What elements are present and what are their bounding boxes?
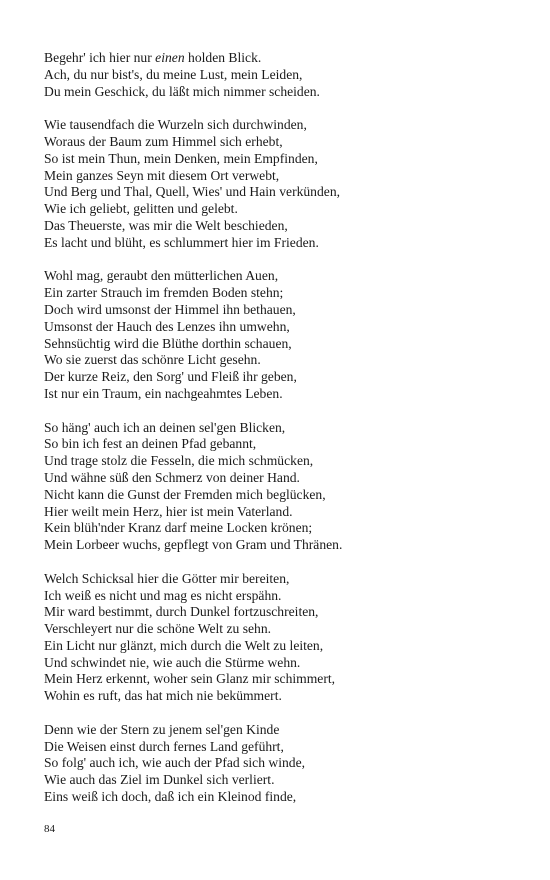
- page-number: 84: [44, 823, 55, 835]
- stanza: [44, 420, 524, 554]
- verse-line: Hier weilt mein Herz, hier ist mein Vaterland.: [44, 503, 293, 519]
- verse-line: Und schwindet nie, wie auch die Stürme wehn.: [44, 654, 301, 670]
- stanza: [44, 50, 524, 100]
- verse-line: Ach, du nur bist's, du meine Lust, mein Leiden,: [44, 66, 303, 82]
- verse-line: Der kurze Reiz, den Sorg' und Fleiß ihr geben,: [44, 369, 297, 385]
- verse-line: Ich weiß es nicht und mag es nicht erspähn.: [44, 587, 282, 603]
- verse-line: Und Berg und Thal, Quell, Wies' und Hain verkünden,: [44, 184, 341, 200]
- verse-line: Woraus der Baum zum Himmel sich erhebt,: [44, 133, 283, 149]
- verse-line: Ein Licht nur glänzt, mich durch die Welt zu leiten,: [44, 637, 324, 653]
- verse-line: Wo sie zuerst das schönre Licht gesehn.: [44, 352, 261, 368]
- verse-line: So bin ich fest an deinen Pfad gebannt,: [44, 436, 257, 452]
- verse-line: So häng' auch ich an deinen sel'gen Blicken,: [44, 419, 286, 435]
- verse-line: Mir ward bestimmt, durch Dunkel fortzuschreiten,: [44, 604, 319, 620]
- stanza: [44, 722, 524, 806]
- verse-line: Mein ganzes Seyn mit diesem Ort verwebt,: [44, 167, 280, 183]
- verse-text: holden Blick.: [184, 50, 262, 65]
- verse-line: Wohl mag, geraubt den mütterlichen Auen,: [44, 268, 279, 284]
- verse-text: Begehr' ich hier nur: [44, 50, 156, 65]
- verse-line: Du mein Geschick, du läßt mich nimmer scheiden.: [44, 83, 320, 99]
- verse-line: Mein Lorbeer wuchs, gepflegt von Gram und Thränen.: [44, 537, 343, 553]
- verse-line: Denn wie der Stern zu jenem sel'gen Kinde: [44, 721, 280, 737]
- verse-line: Wie tausendfach die Wurzeln sich durchwinden,: [44, 117, 307, 133]
- verse-line: Umsonst der Hauch des Lenzes ihn umwehn,: [44, 318, 290, 334]
- verse-line: [44, 50, 524, 67]
- verse-line: Verschleyert nur die schöne Welt zu sehn.: [44, 621, 272, 637]
- verse-line: Wie auch das Ziel im Dunkel sich verliert.: [44, 772, 275, 788]
- verse-line: So folg' auch ich, wie auch der Pfad sich winde,: [44, 755, 306, 771]
- stanza: [44, 268, 524, 402]
- verse-line: Ein zarter Strauch im fremden Boden stehn;: [44, 285, 284, 301]
- verse-line: Ist nur ein Traum, ein nachgeahmtes Leben.: [44, 385, 283, 401]
- stanza: [44, 117, 524, 251]
- stanza: [44, 571, 524, 705]
- verse-line: Nicht kann die Gunst der Fremden mich beglücken,: [44, 486, 326, 502]
- verse-line: Eins weiß ich doch, daß ich ein Kleinod finde,: [44, 789, 297, 805]
- verse-line: Wie ich geliebt, gelitten und gelebt.: [44, 201, 238, 217]
- emphasized-word: einen: [155, 50, 185, 65]
- verse-line: Mein Herz erkennt, woher sein Glanz mir schimmert,: [44, 671, 336, 687]
- verse-line: Es lacht und blüht, es schlummert hier im Frieden.: [44, 234, 319, 250]
- poem-page: [44, 50, 524, 823]
- verse-line: Das Theuerste, was mir die Welt beschieden,: [44, 217, 288, 233]
- verse-line: Sehnsüchtig wird die Blüthe dorthin schauen,: [44, 335, 292, 351]
- verse-line: So ist mein Thun, mein Denken, mein Empfinden,: [44, 150, 318, 166]
- verse-line: Die Weisen einst durch fernes Land geführt,: [44, 738, 284, 754]
- verse-line: Und trage stolz die Fesseln, die mich schmücken,: [44, 453, 314, 469]
- verse-line: Wohin es ruft, das hat mich nie bekümmert.: [44, 688, 282, 704]
- verse-line: Doch wird umsonst der Himmel ihn bethauen,: [44, 301, 296, 317]
- verse-line: Kein blüh'nder Kranz darf meine Locken krönen;: [44, 520, 313, 536]
- verse-line: Welch Schicksal hier die Götter mir bereiten,: [44, 570, 290, 586]
- verse-line: Und wähne süß den Schmerz von deiner Hand.: [44, 469, 300, 485]
